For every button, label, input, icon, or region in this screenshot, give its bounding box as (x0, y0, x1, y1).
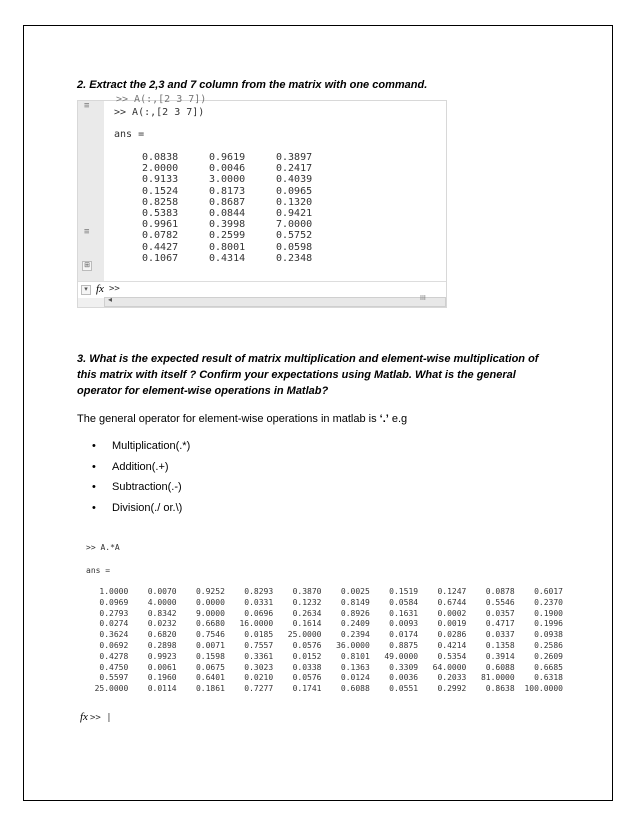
matrix-cell: 0.4214 (437, 640, 467, 650)
operator-list (92, 436, 190, 518)
matrix-cell: 0.6401 (195, 673, 225, 683)
matrix-cell: 0.8638 (485, 684, 515, 694)
table-row (142, 152, 343, 163)
matrix-cell: 0.0938 (534, 630, 563, 640)
matrix-cell: 25.0000 (94, 684, 129, 694)
table-row (80, 587, 563, 598)
matrix-cell: 0.0675 (195, 662, 225, 672)
result-matrix (142, 152, 343, 264)
scroll-grip-icon[interactable]: III (420, 295, 426, 302)
matrix-cell: 0.9961 (142, 219, 179, 231)
function-browser-icon[interactable]: fx (96, 283, 104, 295)
matrix-cell: 25.0000 (287, 630, 322, 640)
matrix-cell: 0.0046 (209, 163, 246, 175)
answer-text: The general operator for element-wise operations in matlab is (77, 413, 380, 425)
matrix-cell: 0.3914 (485, 651, 515, 661)
table-row (80, 684, 563, 695)
matrix-cell: 0.4717 (485, 619, 515, 629)
matrix-cell: 0.2992 (437, 684, 467, 694)
matrix-cell: 0.0576 (292, 640, 322, 650)
matrix-cell: 0.0114 (147, 684, 177, 694)
matrix-cell: 0.2609 (534, 651, 563, 661)
table-row (80, 630, 563, 641)
matrix-cell: 0.2898 (147, 640, 177, 650)
matrix-cell: 0.0878 (485, 587, 515, 596)
table-row (142, 208, 343, 219)
matrix-cell: 0.2348 (276, 252, 313, 264)
matrix-cell: 0.0357 (485, 608, 515, 618)
table-row (142, 230, 343, 241)
matrix-cell: 0.0692 (99, 640, 129, 650)
gutter-marker-icon: ≡ (84, 227, 90, 237)
matrix-cell: 0.0232 (147, 619, 177, 629)
matrix-cell: 0.0965 (276, 185, 313, 197)
matrix-cell: 3.0000 (209, 174, 246, 186)
table-row (142, 253, 343, 264)
matrix-cell: 0.3023 (244, 662, 274, 672)
matrix-cell: 0.5354 (437, 651, 467, 661)
matrix-cell: 0.4427 (142, 241, 179, 253)
matrix-cell: 0.5383 (142, 208, 179, 220)
result-matrix (80, 587, 563, 695)
matrix-cell: 0.6088 (485, 662, 515, 672)
matrix-cell: 0.0174 (389, 630, 419, 640)
matrix-cell: 16.0000 (239, 619, 274, 629)
expand-button[interactable]: ⊞ (82, 261, 92, 271)
matrix-cell: 0.6820 (147, 630, 177, 640)
command-prompt[interactable]: >> (109, 284, 120, 294)
matrix-cell: 49.0000 (384, 651, 419, 661)
matrix-cell: 0.2394 (340, 630, 370, 640)
matrix-cell: 0.1614 (292, 619, 322, 629)
matrix-cell: 0.0969 (99, 597, 129, 607)
matrix-cell: 0.0000 (195, 597, 225, 607)
matrix-cell: 0.0070 (147, 587, 177, 596)
matrix-cell: 0.1960 (147, 673, 177, 683)
matrix-cell: 0.0124 (340, 673, 370, 683)
matrix-cell: 1.0000 (99, 587, 129, 596)
matrix-cell: 0.1631 (389, 608, 419, 618)
table-row (80, 641, 563, 652)
table-row (142, 186, 343, 197)
matrix-cell: 0.2793 (99, 608, 129, 618)
matrix-cell: 0.7557 (244, 640, 274, 650)
matrix-cell: 0.2033 (437, 673, 467, 683)
horizontal-scrollbar[interactable] (104, 297, 446, 307)
scroll-left-icon[interactable]: ◂ (108, 295, 113, 304)
answer-operator: ‘.’ (379, 413, 389, 425)
matrix-cell: 0.8101 (340, 651, 370, 661)
matrix-cell: 9.0000 (195, 608, 225, 618)
matrix-cell: 0.4278 (99, 651, 129, 661)
table-row (142, 242, 343, 253)
function-browser-icon[interactable]: fx (80, 711, 88, 723)
matrix-cell: 0.3998 (209, 219, 246, 231)
cut-off-previous-line: >> A(:,[2 3 7]) (116, 94, 207, 105)
matrix-cell: 0.8875 (389, 640, 419, 650)
matrix-cell: 0.0598 (276, 241, 313, 253)
matrix-cell: 0.6744 (437, 597, 467, 607)
matrix-cell: 0.7546 (195, 630, 225, 640)
matrix-cell: 0.9133 (142, 174, 179, 186)
matrix-cell: 0.1358 (485, 640, 515, 650)
matrix-cell: 0.2370 (534, 597, 563, 607)
table-row (80, 663, 563, 674)
matrix-cell: 0.0152 (292, 651, 322, 661)
matrix-cell: 36.0000 (336, 640, 370, 650)
matrix-cell: 0.1598 (195, 651, 225, 661)
matrix-cell: 0.0782 (142, 230, 179, 242)
matrix-cell: 0.5546 (485, 597, 515, 607)
matrix-cell: 0.2417 (276, 163, 313, 175)
matrix-cell: 0.5752 (276, 230, 313, 242)
matrix-cell: 0.0093 (389, 619, 419, 629)
matrix-cell: 81.0000 (480, 673, 515, 683)
matrix-cell: 0.6318 (534, 673, 563, 683)
command-line: >> A(:,[2 3 7]) (114, 107, 205, 118)
matrix-cell: 0.0071 (195, 640, 225, 650)
matrix-cell: 0.1067 (142, 252, 179, 264)
matrix-cell: 0.2634 (292, 608, 322, 618)
question-2-heading: 2. Extract the 2,3 and 7 column from the matrix with one command. (77, 79, 428, 91)
matrix-cell: 0.8258 (142, 196, 179, 208)
table-row (142, 163, 343, 174)
matrix-cell: 0.0331 (244, 597, 274, 607)
matrix-cell: 0.4750 (99, 662, 129, 672)
table-row (80, 619, 563, 630)
window-gutter (78, 101, 104, 281)
list-item: • Subtraction(.-) (92, 477, 190, 498)
matrix-cell: 0.4039 (276, 174, 313, 186)
answer-suffix: e.g (388, 413, 408, 425)
matrix-cell: 0.3309 (389, 662, 419, 672)
table-row (80, 609, 563, 620)
matrix-cell: 0.0337 (485, 630, 515, 640)
ans-label: ans = (114, 129, 145, 140)
matrix-cell: 0.7277 (244, 684, 274, 694)
matrix-cell: 0.1247 (437, 587, 467, 596)
list-item: • Division(./ or.\) (92, 498, 190, 519)
matrix-cell: 0.1996 (534, 619, 563, 629)
matrix-cell: 0.3897 (276, 152, 313, 163)
matlab-command-window-1 (77, 94, 447, 308)
matrix-cell: 0.0286 (437, 630, 467, 640)
command-line: >> A.*A (86, 543, 120, 552)
matrix-cell: 0.9252 (195, 587, 225, 596)
matrix-cell: 0.4314 (209, 252, 246, 264)
matrix-cell: 0.1741 (292, 684, 322, 694)
ans-label: ans = (86, 566, 111, 575)
matrix-cell: 0.6685 (534, 662, 563, 672)
matrix-cell: 0.0274 (99, 619, 129, 629)
matrix-cell: 0.0185 (244, 630, 274, 640)
matrix-cell: 0.0576 (292, 673, 322, 683)
matrix-cell: 100.0000 (524, 684, 563, 694)
matrix-cell: 0.0338 (292, 662, 322, 672)
matrix-cell: 0.0025 (340, 587, 370, 596)
matrix-cell: 0.8001 (209, 241, 246, 253)
matrix-cell: 0.3870 (292, 587, 322, 596)
matrix-cell: 0.1861 (195, 684, 225, 694)
matrix-cell: 0.0838 (142, 152, 179, 163)
matrix-cell: 0.1232 (292, 597, 322, 607)
matrix-cell: 0.0844 (209, 208, 246, 220)
matrix-cell: 64.0000 (432, 662, 467, 672)
matrix-cell: 0.5597 (99, 673, 129, 683)
matrix-cell: 0.2599 (209, 230, 246, 242)
matrix-cell: 0.6017 (534, 587, 563, 596)
command-prompt[interactable]: >> | (89, 713, 112, 723)
matrix-cell: 0.8342 (147, 608, 177, 618)
gutter-marker-icon: ≡ (84, 101, 90, 111)
matrix-cell: 0.0002 (437, 608, 467, 618)
matrix-cell: 0.1524 (142, 185, 179, 197)
matrix-cell: 0.6088 (340, 684, 370, 694)
prompt-row (80, 707, 110, 725)
matrix-cell: 0.0019 (437, 619, 467, 629)
matrix-cell: 0.0210 (244, 673, 274, 683)
matrix-cell: 0.9619 (209, 152, 246, 163)
collapse-button[interactable]: ▾ (81, 285, 91, 295)
matrix-cell: 0.8293 (244, 587, 274, 596)
matrix-cell: 0.0584 (389, 597, 419, 607)
matrix-cell: 0.8926 (340, 608, 370, 618)
list-item: • Addition(.+) (92, 457, 190, 478)
matrix-cell: 0.9923 (147, 651, 177, 661)
matrix-cell: 2.0000 (142, 163, 179, 175)
matrix-cell: 7.0000 (276, 219, 313, 231)
matrix-cell: 4.0000 (147, 597, 177, 607)
answer-paragraph (77, 411, 547, 427)
matrix-cell: 0.6680 (195, 619, 225, 629)
table-row (142, 174, 343, 185)
matrix-cell: 0.1519 (389, 587, 419, 596)
matrix-cell: 0.8687 (209, 196, 246, 208)
matrix-cell: 0.1320 (276, 196, 313, 208)
list-item: • Multiplication(.*) (92, 436, 190, 457)
prompt-row (78, 281, 446, 298)
table-row (142, 197, 343, 208)
matrix-cell: 0.0061 (147, 662, 177, 672)
command-window-content (104, 94, 446, 281)
matrix-cell: 0.3361 (244, 651, 274, 661)
matrix-cell: 0.1363 (340, 662, 370, 672)
table-row (142, 219, 343, 230)
table-row (80, 652, 563, 663)
matrix-cell: 0.0696 (244, 608, 274, 618)
matrix-cell: 0.8173 (209, 185, 246, 197)
matrix-cell: 0.0036 (389, 673, 419, 683)
matrix-cell: 0.9421 (276, 208, 313, 220)
table-row (80, 673, 563, 684)
matrix-cell: 0.8149 (340, 597, 370, 607)
question-3-heading: 3. What is the expected result of matrix multiplication and element-wise multiplication of this matrix with itself ? Confirm your expectations using Matlab. What is the general operator for element-wise operations in Matlab? (77, 353, 539, 397)
matrix-cell: 0.2586 (534, 640, 563, 650)
matrix-cell: 0.0551 (389, 684, 419, 694)
table-row (80, 598, 563, 609)
matrix-cell: 0.2409 (340, 619, 370, 629)
matrix-cell: 0.1900 (534, 608, 563, 618)
matrix-cell: 0.3624 (99, 630, 129, 640)
matlab-command-window-2 (80, 535, 580, 735)
